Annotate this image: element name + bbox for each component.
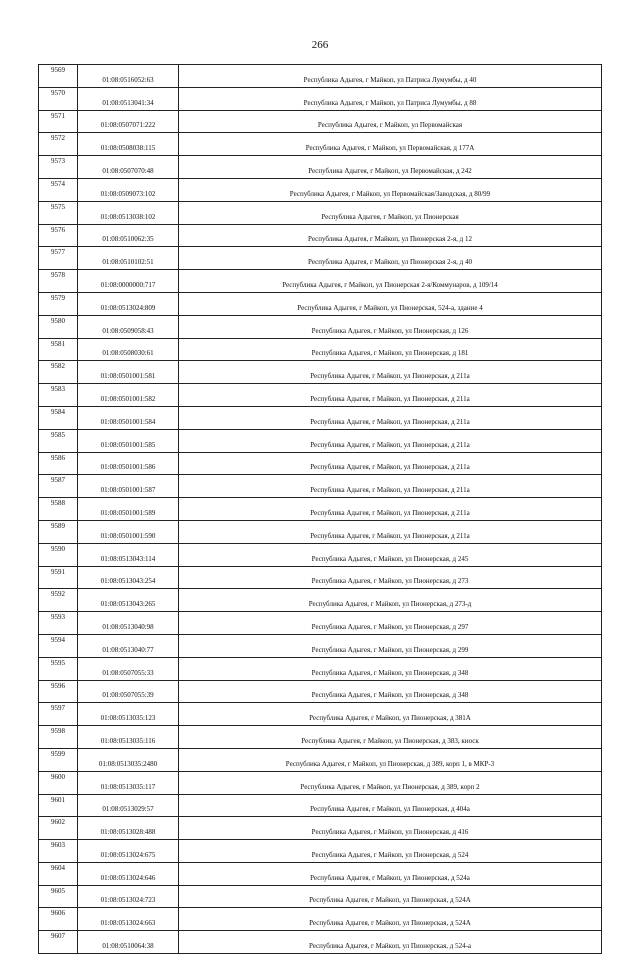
object-address: Республика Адыгея, г Майкоп, ул Пионерская, д 524-а xyxy=(179,931,602,954)
row-number: 9603 xyxy=(39,840,78,863)
cadastral-number: 01:08:0000000:717 xyxy=(78,270,179,293)
cadastral-number: 01:08:0513024:809 xyxy=(78,292,179,315)
cadastral-number: 01:08:0507070:48 xyxy=(78,156,179,179)
row-number: 9586 xyxy=(39,452,78,475)
table-row xyxy=(39,680,602,703)
row-number: 9607 xyxy=(39,931,78,954)
object-address: Республика Адыгея, г Майкоп, ул Пионерская 2-я/Коммунаров, д 109/14 xyxy=(179,270,602,293)
cadastral-number: 01:08:0513024:723 xyxy=(78,885,179,908)
row-number: 9594 xyxy=(39,634,78,657)
object-address: Республика Адыгея, г Майкоп, ул Пионерская, д 273-д xyxy=(179,589,602,612)
object-address: Республика Адыгея, г Майкоп, ул Пионерская, д 381А xyxy=(179,703,602,726)
object-address: Республика Адыгея, г Майкоп, ул Пионерская 2-я, д 40 xyxy=(179,247,602,270)
table-row xyxy=(39,247,602,270)
cadastral-number: 01:08:0513024:646 xyxy=(78,862,179,885)
row-number: 9587 xyxy=(39,475,78,498)
table-row xyxy=(39,657,602,680)
row-number: 9572 xyxy=(39,133,78,156)
object-address: Республика Адыгея, г Майкоп, ул Патриса Лумумбы, д 88 xyxy=(179,87,602,110)
table-row xyxy=(39,110,602,133)
cadastral-number: 01:08:0510102:51 xyxy=(78,247,179,270)
row-number: 9588 xyxy=(39,498,78,521)
row-number: 9580 xyxy=(39,315,78,338)
table-row xyxy=(39,156,602,179)
table-row xyxy=(39,429,602,452)
cadastral-number: 01:08:0507071:222 xyxy=(78,110,179,133)
object-address: Республика Адыгея, г Майкоп, ул Пионерская, 524-а, здание 4 xyxy=(179,292,602,315)
table-row xyxy=(39,589,602,612)
cadastral-number: 01:08:0513035:2480 xyxy=(78,748,179,771)
row-number: 9595 xyxy=(39,657,78,680)
table-row xyxy=(39,520,602,543)
row-number: 9585 xyxy=(39,429,78,452)
page-number: 266 xyxy=(311,39,329,51)
cadastral-number: 01:08:0510062:35 xyxy=(78,224,179,247)
object-address: Республика Адыгея, г Майкоп, ул Пионерская, д 299 xyxy=(179,634,602,657)
row-number: 9598 xyxy=(39,726,78,749)
object-address: Республика Адыгея, г Майкоп, ул Первомайская, д 242 xyxy=(179,156,602,179)
row-number: 9581 xyxy=(39,338,78,361)
row-number: 9590 xyxy=(39,543,78,566)
object-address: Республика Адыгея, г Майкоп, ул Первомайская, д 177А xyxy=(179,133,602,156)
table-row xyxy=(39,543,602,566)
row-number: 9596 xyxy=(39,680,78,703)
object-address: Республика Адыгея, г Майкоп, ул Пионерская, д 211а xyxy=(179,498,602,521)
table-row xyxy=(39,498,602,521)
object-address: Республика Адыгея, г Майкоп, ул Пионерская, д 126 xyxy=(179,315,602,338)
registry-table-body xyxy=(39,65,602,954)
table-row xyxy=(39,817,602,840)
table-row xyxy=(39,931,602,954)
cadastral-number: 01:08:0501001:584 xyxy=(78,406,179,429)
object-address: Республика Адыгея, г Майкоп, ул Пионерская, д 383, киоск xyxy=(179,726,602,749)
object-address: Республика Адыгея, г Майкоп, ул Пионерская, д 389, корп 1, в МКР-3 xyxy=(179,748,602,771)
object-address: Республика Адыгея, г Майкоп, ул Пионерская, д 211а xyxy=(179,520,602,543)
row-number: 9584 xyxy=(39,406,78,429)
table-row xyxy=(39,452,602,475)
row-number: 9591 xyxy=(39,566,78,589)
object-address: Республика Адыгея, г Майкоп, ул Пионерская, д 245 xyxy=(179,543,602,566)
cadastral-number: 01:08:0513041:34 xyxy=(78,87,179,110)
table-row xyxy=(39,292,602,315)
table-row xyxy=(39,840,602,863)
cadastral-number: 01:08:0509058:43 xyxy=(78,315,179,338)
row-number: 9575 xyxy=(39,201,78,224)
row-number: 9582 xyxy=(39,361,78,384)
row-number: 9577 xyxy=(39,247,78,270)
row-number: 9601 xyxy=(39,794,78,817)
object-address: Республика Адыгея, г Майкоп, ул Первомайская/Заводская, д 80/99 xyxy=(179,178,602,201)
table-row xyxy=(39,338,602,361)
cadastral-number: 01:08:0513040:98 xyxy=(78,612,179,635)
object-address: Республика Адыгея, г Майкоп, ул Пионерская, д 524А xyxy=(179,885,602,908)
row-number: 9579 xyxy=(39,292,78,315)
object-address: Республика Адыгея, г Майкоп, ул Первомайская xyxy=(179,110,602,133)
row-number: 9583 xyxy=(39,384,78,407)
table-row xyxy=(39,771,602,794)
row-number: 9589 xyxy=(39,520,78,543)
table-row xyxy=(39,794,602,817)
object-address: Республика Адыгея, г Майкоп, ул Пионерская, д 348 xyxy=(179,657,602,680)
object-address: Республика Адыгея, г Майкоп, ул Пионерская, д 211а xyxy=(179,429,602,452)
cadastral-number: 01:08:0513043:265 xyxy=(78,589,179,612)
table-row xyxy=(39,862,602,885)
object-address: Республика Адыгея, г Майкоп, ул Пионерская, д 524а xyxy=(179,862,602,885)
table-row xyxy=(39,748,602,771)
table-row xyxy=(39,566,602,589)
table-row xyxy=(39,612,602,635)
row-number: 9605 xyxy=(39,885,78,908)
cadastral-number: 01:08:0513038:102 xyxy=(78,201,179,224)
object-address: Республика Адыгея, г Майкоп, ул Пионерская, д 524А xyxy=(179,908,602,931)
cadastral-number: 01:08:0513035:123 xyxy=(78,703,179,726)
object-address: Республика Адыгея, г Майкоп, ул Пионерская, д 181 xyxy=(179,338,602,361)
row-number: 9570 xyxy=(39,87,78,110)
row-number: 9574 xyxy=(39,178,78,201)
row-number: 9606 xyxy=(39,908,78,931)
object-address: Республика Адыгея, г Майкоп, ул Пионерская, д 416 xyxy=(179,817,602,840)
table-row xyxy=(39,65,602,88)
cadastral-number: 01:08:0510064:38 xyxy=(78,931,179,954)
cadastral-number: 01:08:0501001:585 xyxy=(78,429,179,452)
cadastral-number: 01:08:0513028:488 xyxy=(78,817,179,840)
table-row xyxy=(39,315,602,338)
table-row xyxy=(39,87,602,110)
object-address: Республика Адыгея, г Майкоп, ул Пионерская, д 211а xyxy=(179,475,602,498)
row-number: 9604 xyxy=(39,862,78,885)
table-row xyxy=(39,224,602,247)
cadastral-number: 01:08:0508030:61 xyxy=(78,338,179,361)
row-number: 9602 xyxy=(39,817,78,840)
table-row xyxy=(39,726,602,749)
cadastral-number: 01:08:0513024:663 xyxy=(78,908,179,931)
object-address: Республика Адыгея, г Майкоп, ул Пионерская, д 211а xyxy=(179,406,602,429)
cadastral-number: 01:08:0501001:586 xyxy=(78,452,179,475)
object-address: Республика Адыгея, г Майкоп, ул Пионерская, д 211а xyxy=(179,384,602,407)
object-address: Республика Адыгея, г Майкоп, ул Пионерская, д 389, корп 2 xyxy=(179,771,602,794)
table-row xyxy=(39,270,602,293)
cadastral-number: 01:08:0513040:77 xyxy=(78,634,179,657)
table-row xyxy=(39,634,602,657)
row-number: 9599 xyxy=(39,748,78,771)
row-number: 9573 xyxy=(39,156,78,179)
object-address: Республика Адыгея, г Майкоп, ул Пионерская, д 348 xyxy=(179,680,602,703)
table-row xyxy=(39,361,602,384)
object-address: Республика Адыгея, г Майкоп, ул Пионерская, д 273 xyxy=(179,566,602,589)
object-address: Республика Адыгея, г Майкоп, ул Пионерская xyxy=(179,201,602,224)
table-row xyxy=(39,133,602,156)
object-address: Республика Адыгея, г Майкоп, ул Патриса Лумумбы, д 40 xyxy=(179,65,602,88)
cadastral-number: 01:08:0513043:254 xyxy=(78,566,179,589)
table-row xyxy=(39,703,602,726)
row-number: 9571 xyxy=(39,110,78,133)
object-address: Республика Адыгея, г Майкоп, ул Пионерская, д 297 xyxy=(179,612,602,635)
cadastral-number: 01:08:0513043:114 xyxy=(78,543,179,566)
cadastral-number: 01:08:0507055:33 xyxy=(78,657,179,680)
object-address: Республика Адыгея, г Майкоп, ул Пионерская, д 211а xyxy=(179,361,602,384)
cadastral-number: 01:08:0508038:115 xyxy=(78,133,179,156)
table-row xyxy=(39,384,602,407)
cadastral-number: 01:08:0501001:581 xyxy=(78,361,179,384)
table-row xyxy=(39,908,602,931)
cadastral-number: 01:08:0501001:590 xyxy=(78,520,179,543)
registry-table xyxy=(38,64,602,954)
row-number: 9592 xyxy=(39,589,78,612)
object-address: Республика Адыгея, г Майкоп, ул Пионерская 2-я, д 12 xyxy=(179,224,602,247)
row-number: 9569 xyxy=(39,65,78,88)
row-number: 9578 xyxy=(39,270,78,293)
row-number: 9576 xyxy=(39,224,78,247)
table-row xyxy=(39,406,602,429)
table-row xyxy=(39,178,602,201)
row-number: 9597 xyxy=(39,703,78,726)
cadastral-number: 01:08:0513029:57 xyxy=(78,794,179,817)
row-number: 9593 xyxy=(39,612,78,635)
cadastral-number: 01:08:0509073:102 xyxy=(78,178,179,201)
cadastral-number: 01:08:0501001:587 xyxy=(78,475,179,498)
row-number: 9600 xyxy=(39,771,78,794)
cadastral-number: 01:08:0516052:63 xyxy=(78,65,179,88)
table-row xyxy=(39,201,602,224)
object-address: Республика Адыгея, г Майкоп, ул Пионерская, д 211а xyxy=(179,452,602,475)
object-address: Республика Адыгея, г Майкоп, ул Пионерская, д 404а xyxy=(179,794,602,817)
object-address: Республика Адыгея, г Майкоп, ул Пионерская, д 524 xyxy=(179,840,602,863)
table-row xyxy=(39,475,602,498)
cadastral-number: 01:08:0507055:39 xyxy=(78,680,179,703)
cadastral-number: 01:08:0513024:675 xyxy=(78,840,179,863)
cadastral-number: 01:08:0501001:589 xyxy=(78,498,179,521)
cadastral-number: 01:08:0513035:116 xyxy=(78,726,179,749)
cadastral-number: 01:08:0513035:117 xyxy=(78,771,179,794)
cadastral-number: 01:08:0501001:582 xyxy=(78,384,179,407)
